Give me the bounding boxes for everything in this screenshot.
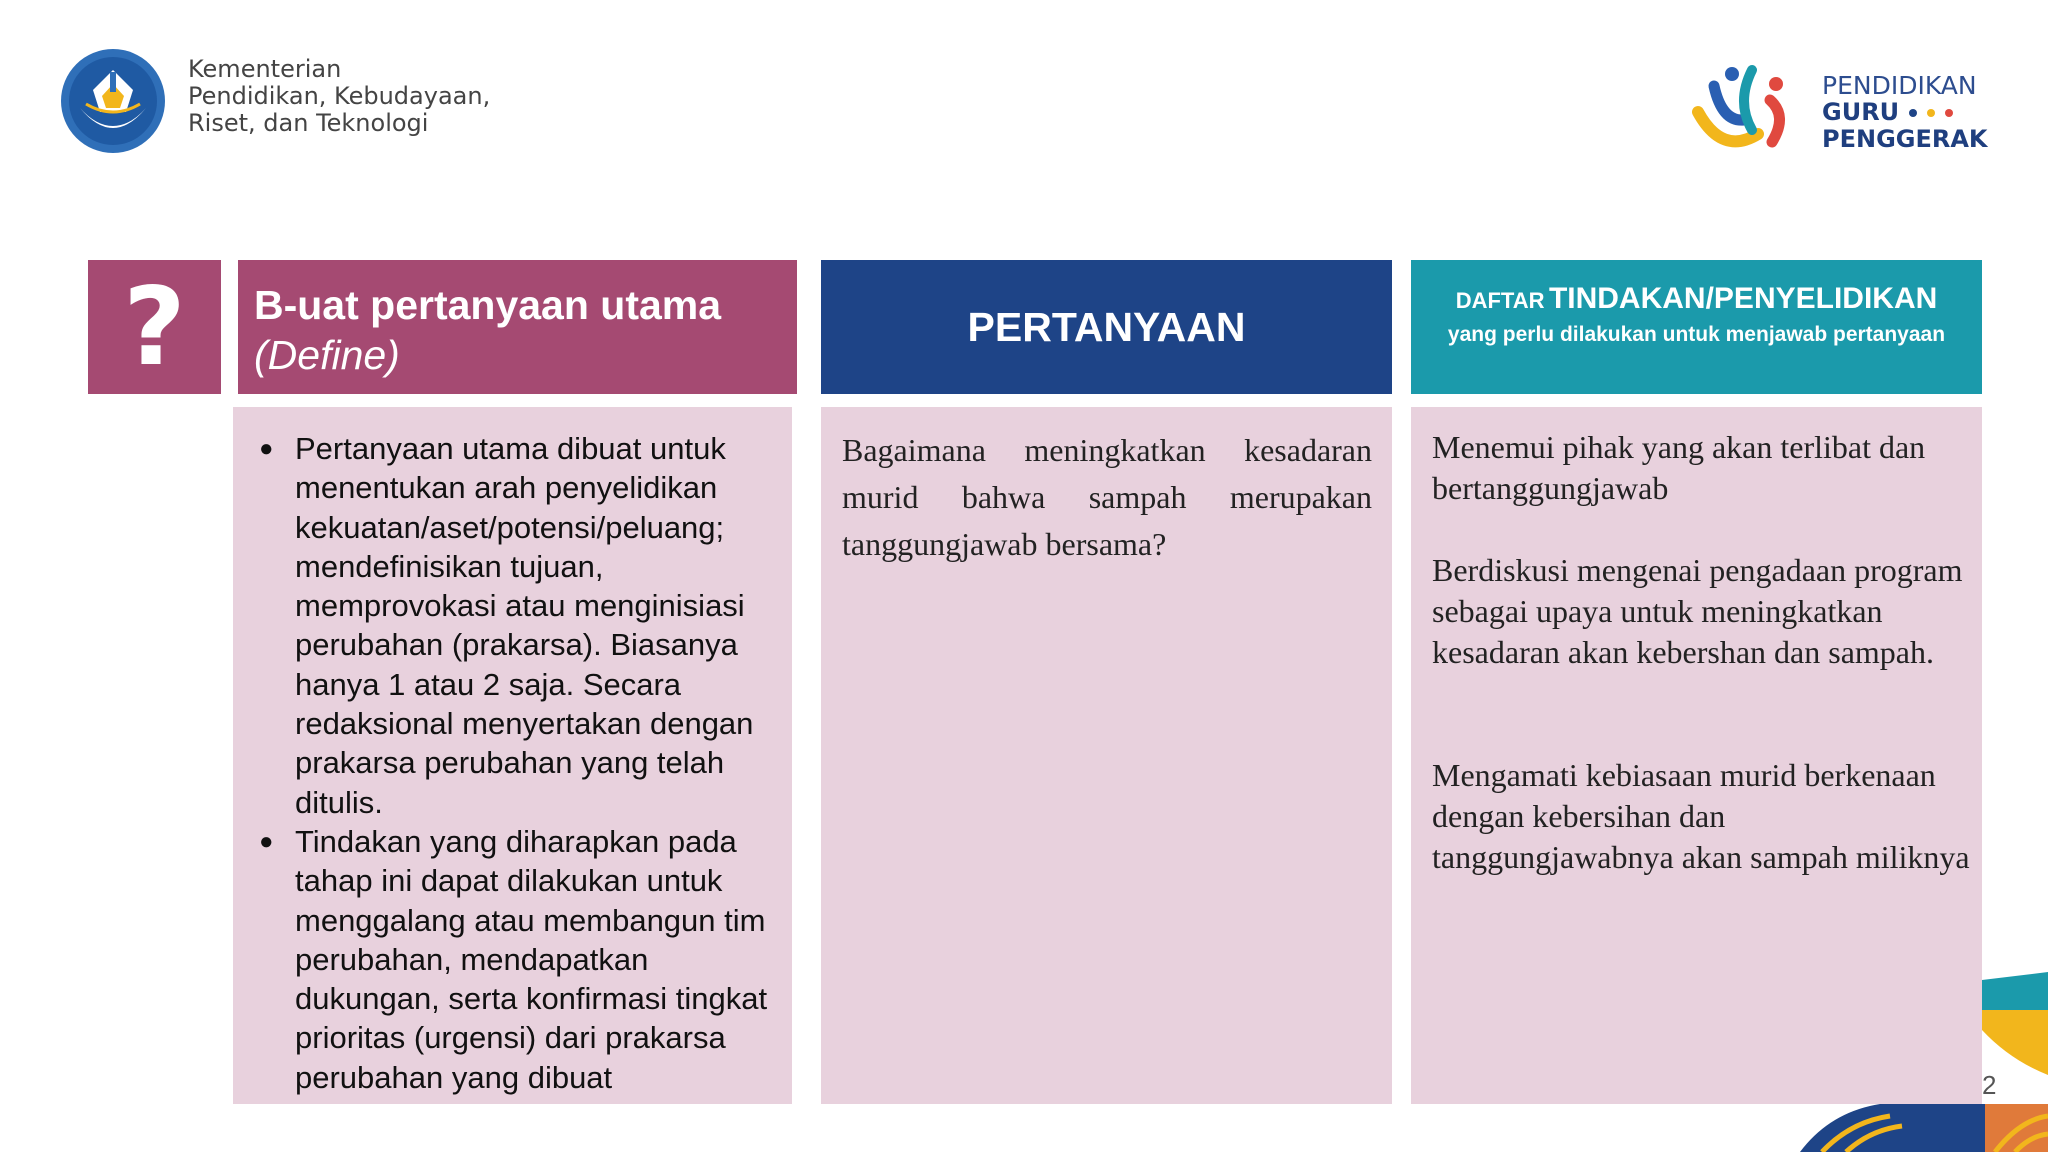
program-line-1: PENDIDIKAN [1822, 71, 1977, 100]
daftar-title-small: DAFTAR [1455, 288, 1545, 313]
ministry-line-3: Riset, dan Teknologi [188, 109, 429, 137]
daftar-title-big: TINDAKAN/PENYELIDIKAN [1548, 282, 1938, 315]
program-line-3: PENGGERAK [1822, 125, 1988, 153]
define-bullet-2: ● Tindakan yang diharapkan pada tahap ini dapat dilakukan untuk menggalang atau membangun tim perubahan, mendapatkan dukungan, serta konfirmasi tingkat prioritas (urgensi) dari prakarsa perubahan yang dibuat [259, 822, 784, 1097]
define-subtitle: (Define) [254, 332, 400, 378]
pertanyaan-title: PERTANYAAN [967, 303, 1246, 350]
corner-pattern [1800, 972, 2048, 1152]
define-title: B-uat pertanyaan utama [254, 282, 722, 328]
daftar-description: yang perlu dilakukan untuk menjawab pertanyaan [1447, 323, 1946, 346]
ministry-line-2: Pendidikan, Kebudayaan, [188, 82, 491, 110]
page-number: 2 [1982, 1070, 1997, 1100]
daftar-item-3: Mengamati kebiasaan murid berkenaan dengan kebersihan dan tanggungjawabnya akan sampah miliknya [1432, 757, 1970, 875]
daftar-item-2: Berdiskusi mengenai pengadaan program sebagai upaya untuk meningkatkan kesadaran akan kebershan dan sampah. [1432, 552, 1963, 670]
program-line-2-text: GURU [1822, 98, 1900, 126]
question-mark-icon: ? [123, 264, 186, 390]
daftar-item-1: Menemui pihak yang akan terlibat dan bertanggungjawab [1432, 429, 1926, 506]
define-bullet-1: ● Pertanyaan utama dibuat untuk menentukan arah penyelidikan kekuatan/aset/potensi/peluang; mendefinisikan tujuan, memprovokasi atau menginisiasi perubahan (prakarsa). Biasanya hanya 1 atau 2 saja. Secara redaksional menyertakan dengan prakarsa perubahan yang telah ditulis. [259, 429, 784, 822]
pertanyaan-text: Bagaimana meningkatkan kesadaran murid bahwa sampah merupakan tanggungjawab bersama? [842, 432, 1372, 562]
ministry-line-1: Kementerian [188, 55, 342, 83]
